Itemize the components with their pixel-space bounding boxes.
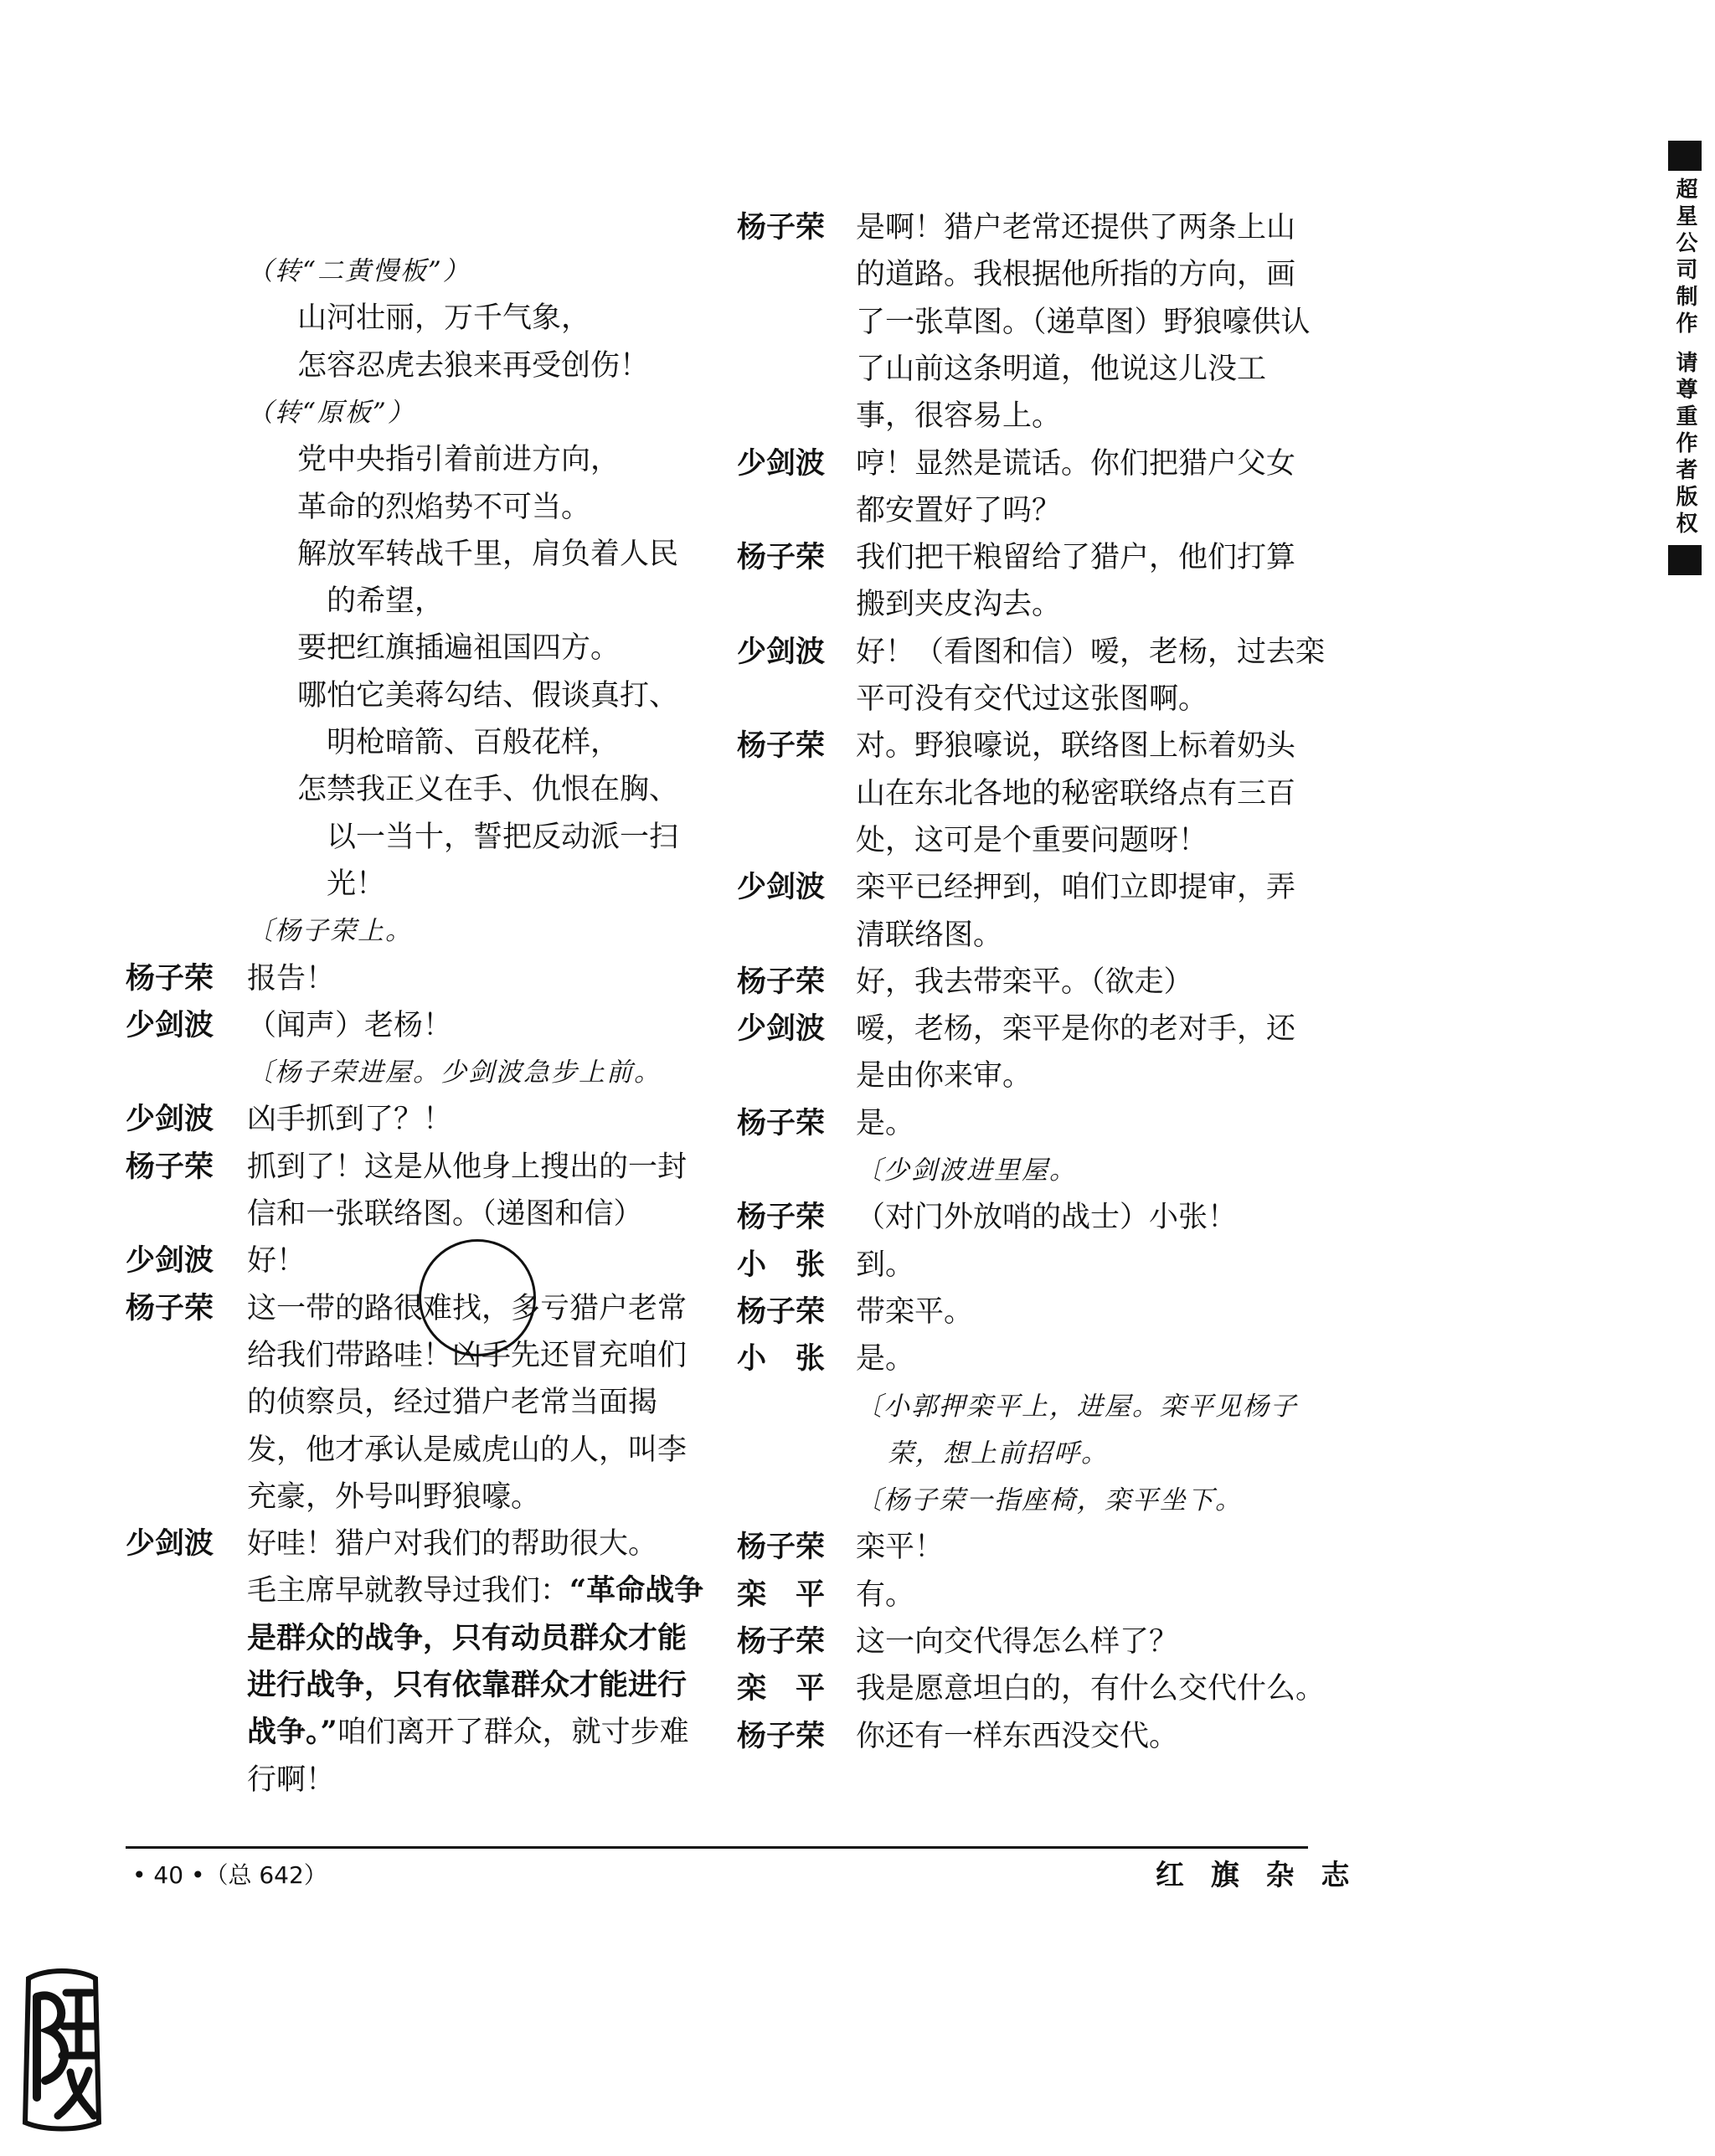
speaker-name: 杨子荣	[737, 1294, 826, 1329]
dialogue-line: 是由你来审。	[856, 1059, 1033, 1093]
speaker-name: 少剑波	[737, 1011, 826, 1047]
quotation-line: 毛主席早就教导过我们：“革命战争	[247, 1573, 704, 1608]
page-number: • 40 •（总 642）	[132, 1861, 327, 1889]
seal-stamp	[12, 1963, 112, 2135]
speaker-name: 小 张	[737, 1341, 826, 1376]
dialogue-line: 到。	[856, 1248, 915, 1282]
dialogue-line: 是。	[856, 1342, 915, 1376]
dialogue-line: 有。	[856, 1577, 915, 1612]
dialogue-line: 行啊！	[247, 1762, 336, 1797]
speaker-name: 杨子荣	[737, 728, 826, 764]
copyright-side-tag	[1666, 141, 1703, 575]
verse-line: 明枪暗箭、百般花样，	[327, 726, 621, 759]
stage-direction: 〔杨子荣进屋。少剑波急步上前。	[247, 1057, 662, 1088]
dialogue-line: 充豪，外号叫野狼嚎。	[247, 1479, 541, 1514]
dialogue-line: 是啊！猎户老常还提供了两条上山	[856, 211, 1296, 244]
speaker-name: 杨子荣	[737, 1624, 826, 1659]
dialogue-line: 了一张草图。（递草图）野狼嚎供认	[856, 305, 1311, 339]
speaker-name: 杨子荣	[126, 1290, 214, 1325]
verse-line: 怎容忍虎去狼来再受创伤！	[297, 348, 650, 383]
speaker-name: 少剑波	[737, 870, 826, 905]
speaker-name: 少剑波	[737, 445, 826, 481]
speaker-name: 杨子荣	[737, 964, 826, 999]
dialogue-line: 清联络图。	[856, 918, 1003, 952]
dialogue-line: 凶手抓到了？！	[247, 1103, 453, 1137]
speaker-name: 少剑波	[126, 1243, 214, 1279]
dialogue-line: 信和一张联络图。（递图和信）	[247, 1197, 643, 1231]
dialogue-line: 搬到夹皮沟去。	[856, 588, 1062, 622]
speaker-name: 杨子荣	[737, 540, 826, 575]
dialogue-line: 的侦察员，经过猎户老常当面揭	[247, 1386, 658, 1420]
stage-direction: 〔少剑波进里屋。	[856, 1155, 1077, 1186]
dialogue-line: 好！	[247, 1244, 306, 1279]
side-tag-text: 超星公司制作 请尊重作者版权	[1672, 178, 1697, 539]
dialogue-line: 栾平！	[856, 1531, 945, 1565]
dialogue-line: （对门外放哨的战士）小张！	[856, 1201, 1238, 1235]
dialogue-line: 的道路。我根据他所指的方向，画	[856, 258, 1296, 292]
verse-line: 哪怕它美蒋勾结、假谈真打、	[297, 678, 679, 713]
verse-line: 革命的烈焰势不可当。	[297, 490, 591, 524]
dialogue-line: 这一向交代得怎么样了？	[856, 1625, 1179, 1659]
side-tag-top-bar	[1668, 141, 1702, 171]
stage-direction: 〔小郭押栾平上，进屋。栾平见杨子	[856, 1391, 1298, 1422]
speaker-name: 栾 平	[737, 1671, 826, 1706]
dialogue-line: 处，这可是个重要问题呀！	[856, 823, 1208, 857]
quotation-line: 是群众的战争，只有动员群众才能	[247, 1620, 688, 1655]
dialogue-line: 带栾平。	[856, 1294, 974, 1329]
dialogue-line: 我是愿意坦白的，有什么交代什么。	[856, 1672, 1326, 1706]
quotation-line: 战争。”咱们离开了群众，就寸步难	[247, 1715, 689, 1750]
verse-line: 党中央指引着前进方向，	[297, 443, 621, 477]
dialogue-line: 我们把干粮留给了猎户，他们打算	[856, 541, 1296, 575]
speaker-name: 栾 平	[737, 1577, 826, 1612]
verse-line: 解放军转战千里，肩负着人民	[297, 537, 679, 571]
speaker-name: 杨子荣	[737, 1200, 826, 1235]
journal-title: 红 旗 杂 志	[1156, 1859, 1358, 1892]
speaker-name: 少剑波	[126, 1007, 214, 1042]
dialogue-line: 对。野狼嚎说，联络图上标着奶头	[856, 729, 1296, 764]
speaker-name: 杨子荣	[737, 1530, 826, 1565]
stage-direction: （转“二黄慢板”）	[247, 256, 471, 286]
speaker-name: 杨子荣	[126, 960, 214, 996]
verse-line: 光！	[327, 867, 386, 901]
dialogue-line: 好，我去带栾平。（欲走）	[856, 965, 1193, 999]
dialogue-line: （闻声）老杨！	[247, 1008, 453, 1042]
dialogue-line: 这一带的路很难找，多亏猎户老常	[247, 1291, 688, 1325]
speaker-name: 小 张	[737, 1247, 826, 1282]
verse-line: 怎禁我正义在手、仇恨在胸、	[297, 773, 679, 807]
speaker-name: 少剑波	[737, 634, 826, 669]
verse-line: 要把红旗插遍祖国四方。	[297, 631, 621, 666]
verse-line: 的希望，	[327, 584, 445, 619]
verse-line: 山河壮丽，万千气象，	[297, 301, 591, 336]
stage-direction: （转“原板”）	[247, 397, 415, 428]
dialogue-line: 发，他才承认是威虎山的人，叫李	[247, 1433, 688, 1467]
dialogue-line: 报告！	[247, 961, 336, 996]
dialogue-line: 你还有一样东西没交代。	[856, 1719, 1179, 1753]
dialogue-line: 好哇！猎户对我们的帮助很大。	[247, 1527, 658, 1562]
dialogue-line: 都安置好了吗？	[856, 493, 1062, 527]
speaker-name: 杨子荣	[737, 1718, 826, 1753]
dialogue-line: 哼！显然是谎话。你们把猎户父女	[856, 446, 1296, 481]
dialogue-line: 嗳，老杨，栾平是你的老对手，还	[856, 1012, 1296, 1047]
stage-direction: 〔杨子荣一指座椅，栾平坐下。	[856, 1485, 1243, 1516]
dialogue-line: 了山前这条明道，他说这儿没工	[856, 352, 1267, 386]
stage-direction: 〔杨子荣上。	[247, 916, 413, 947]
quotation-line: 进行战争，只有依靠群众才能进行	[247, 1668, 688, 1702]
dialogue-line: 是。	[856, 1106, 915, 1140]
speaker-name: 杨子荣	[737, 210, 826, 244]
stage-direction: 荣，想上前招呼。	[888, 1438, 1109, 1469]
dialogue-line: 事，很容易上。	[856, 399, 1062, 434]
side-tag-bottom-bar	[1668, 545, 1702, 575]
speaker-name: 杨子荣	[126, 1149, 214, 1184]
dialogue-line: 栾平已经押到，咱们立即提审，弄	[856, 871, 1296, 905]
verse-line: 以一当十，誓把反动派一扫	[327, 820, 679, 854]
speaker-name: 少剑波	[126, 1526, 214, 1562]
speaker-name: 杨子荣	[737, 1105, 826, 1140]
dialogue-line: 给我们带路哇！凶手先还冒充咱们	[247, 1338, 688, 1372]
speaker-name: 少剑波	[126, 1102, 214, 1137]
dialogue-line: 平可没有交代过这张图啊。	[856, 682, 1208, 716]
dialogue-line: 抓到了！这是从他身上搜出的一封	[247, 1150, 688, 1184]
dialogue-line: 好！（看图和信）嗳，老杨，过去栾	[856, 635, 1326, 669]
pen-circle-mark	[419, 1239, 536, 1356]
footer-rule	[126, 1846, 1308, 1849]
dialogue-line: 山在东北各地的秘密联络点有三百	[856, 776, 1296, 810]
